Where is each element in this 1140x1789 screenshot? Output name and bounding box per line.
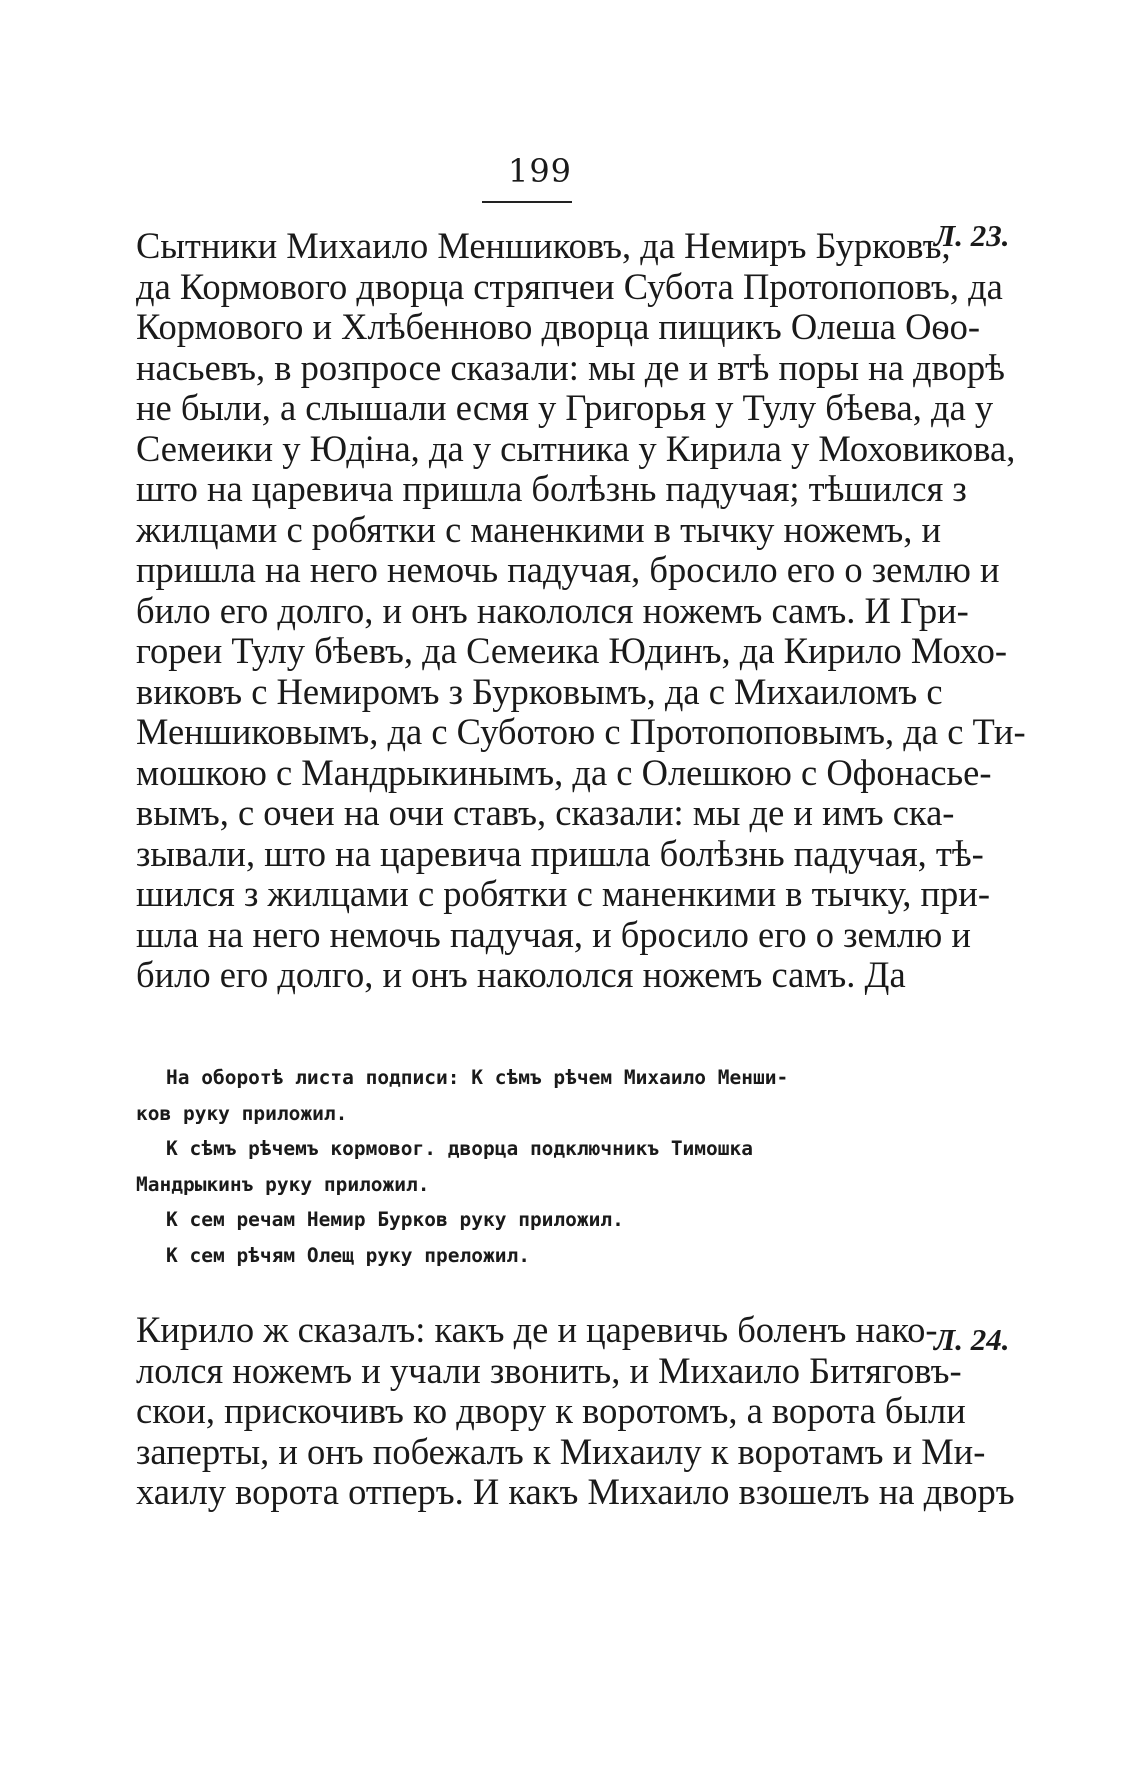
text-line: Семеики у Юдiна, да у сытника у Кирила у Моховикова, (136, 427, 1016, 469)
text-line: заперты, и онъ побежалъ к Михаилу к воротамъ и Ми- (136, 1430, 986, 1472)
text-line: било его долго, и онъ накололся ножемъ самъ. Да (136, 954, 906, 995)
note-line: ков руку приложил. (136, 1101, 348, 1125)
text-line: лолся ножемъ и учали звонить, и Михаило Битяговъ- (136, 1349, 962, 1391)
text-line: жилцами с робятки с маненкими в тычку ножемъ, и (136, 508, 942, 550)
note-line: К сѣмъ рѣчемъ кормовог. дворца подключникъ Тимошка (166, 1137, 753, 1160)
text-line: гореи Тулу бѣевъ, да Семеика Юдинъ, да Кирило Мохо- (136, 630, 1008, 671)
text-line: насьевъ, в розпросе сказали: мы де и втѣ поры на дворѣ (136, 346, 1005, 388)
text-line: било его долго, и онъ накололся ножемъ самъ. И Гри- (136, 589, 969, 631)
text-line: шился з жилцами с робятки с маненкими в тычку, при- (136, 873, 990, 914)
text-line: мошкою с Мандрыкинымъ, да с Олешкою с Офонасье- (136, 751, 992, 793)
text-line: Кирило ж сказалъ: какъ де и царевичь боленъ нако- (136, 1309, 938, 1350)
text-line: зывали, што на царевича пришла болѣзнь падучая, тѣ- (136, 832, 984, 874)
text-line: шла на него немочь падучая, и бросило его о землю и (136, 913, 971, 955)
text-line: пришла на него немочь падучая, бросило его о землю и (136, 549, 1000, 590)
text-line: да Кормового дворца стряпчеи Субота Протопоповъ, да (136, 265, 1003, 307)
text-line: Кормового и Хлѣбенново дворца пищикъ Олеша Оѳо- (136, 306, 981, 347)
page-number: 199 (507, 152, 573, 190)
margin-note-folio-24: Л. 24. (934, 1322, 1010, 1357)
note-line: На оборотѣ листа подписи: К сѣмъ рѣчем Михаило Менши- (166, 1066, 789, 1089)
text-line: не были, а слышали есмя у Григорья у Тулу бѣева, да у (136, 387, 994, 428)
text-line: вымъ, с очеи на очи ставъ, сказали: мы де и имъ ска- (136, 792, 955, 833)
signature-notes (136, 1060, 924, 1273)
text-line: Меншиковымъ, да с Суботою с Протопоповымъ, да с Ти- (136, 711, 1026, 752)
note-line: К сем речам Немир Бурков руку приложил. (166, 1208, 624, 1231)
text-line: виковъ с Немиромъ з Бурковымъ, да с Михаиломъ с (136, 670, 943, 712)
margin-note-folio-23: Л. 23. (934, 218, 1010, 253)
text-line: скои, прискочивъ ко двору к воротомъ, а ворота были (136, 1390, 966, 1431)
page-number-rule (482, 201, 572, 203)
note-line: Мандрыкинъ руку приложил. (136, 1172, 430, 1196)
text-line: хаилу ворота отперъ. И какъ Михаило взошелъ на дворъ (136, 1471, 1015, 1512)
text-line: што на царевича пришла болѣзнь падучая; тѣшился з (136, 468, 967, 509)
note-line: К сем рѣчям Олещ руку преложил. (166, 1243, 530, 1267)
text-line: Сытники Михаило Меншиковъ, да Немиръ Бурковъ, (136, 225, 951, 266)
